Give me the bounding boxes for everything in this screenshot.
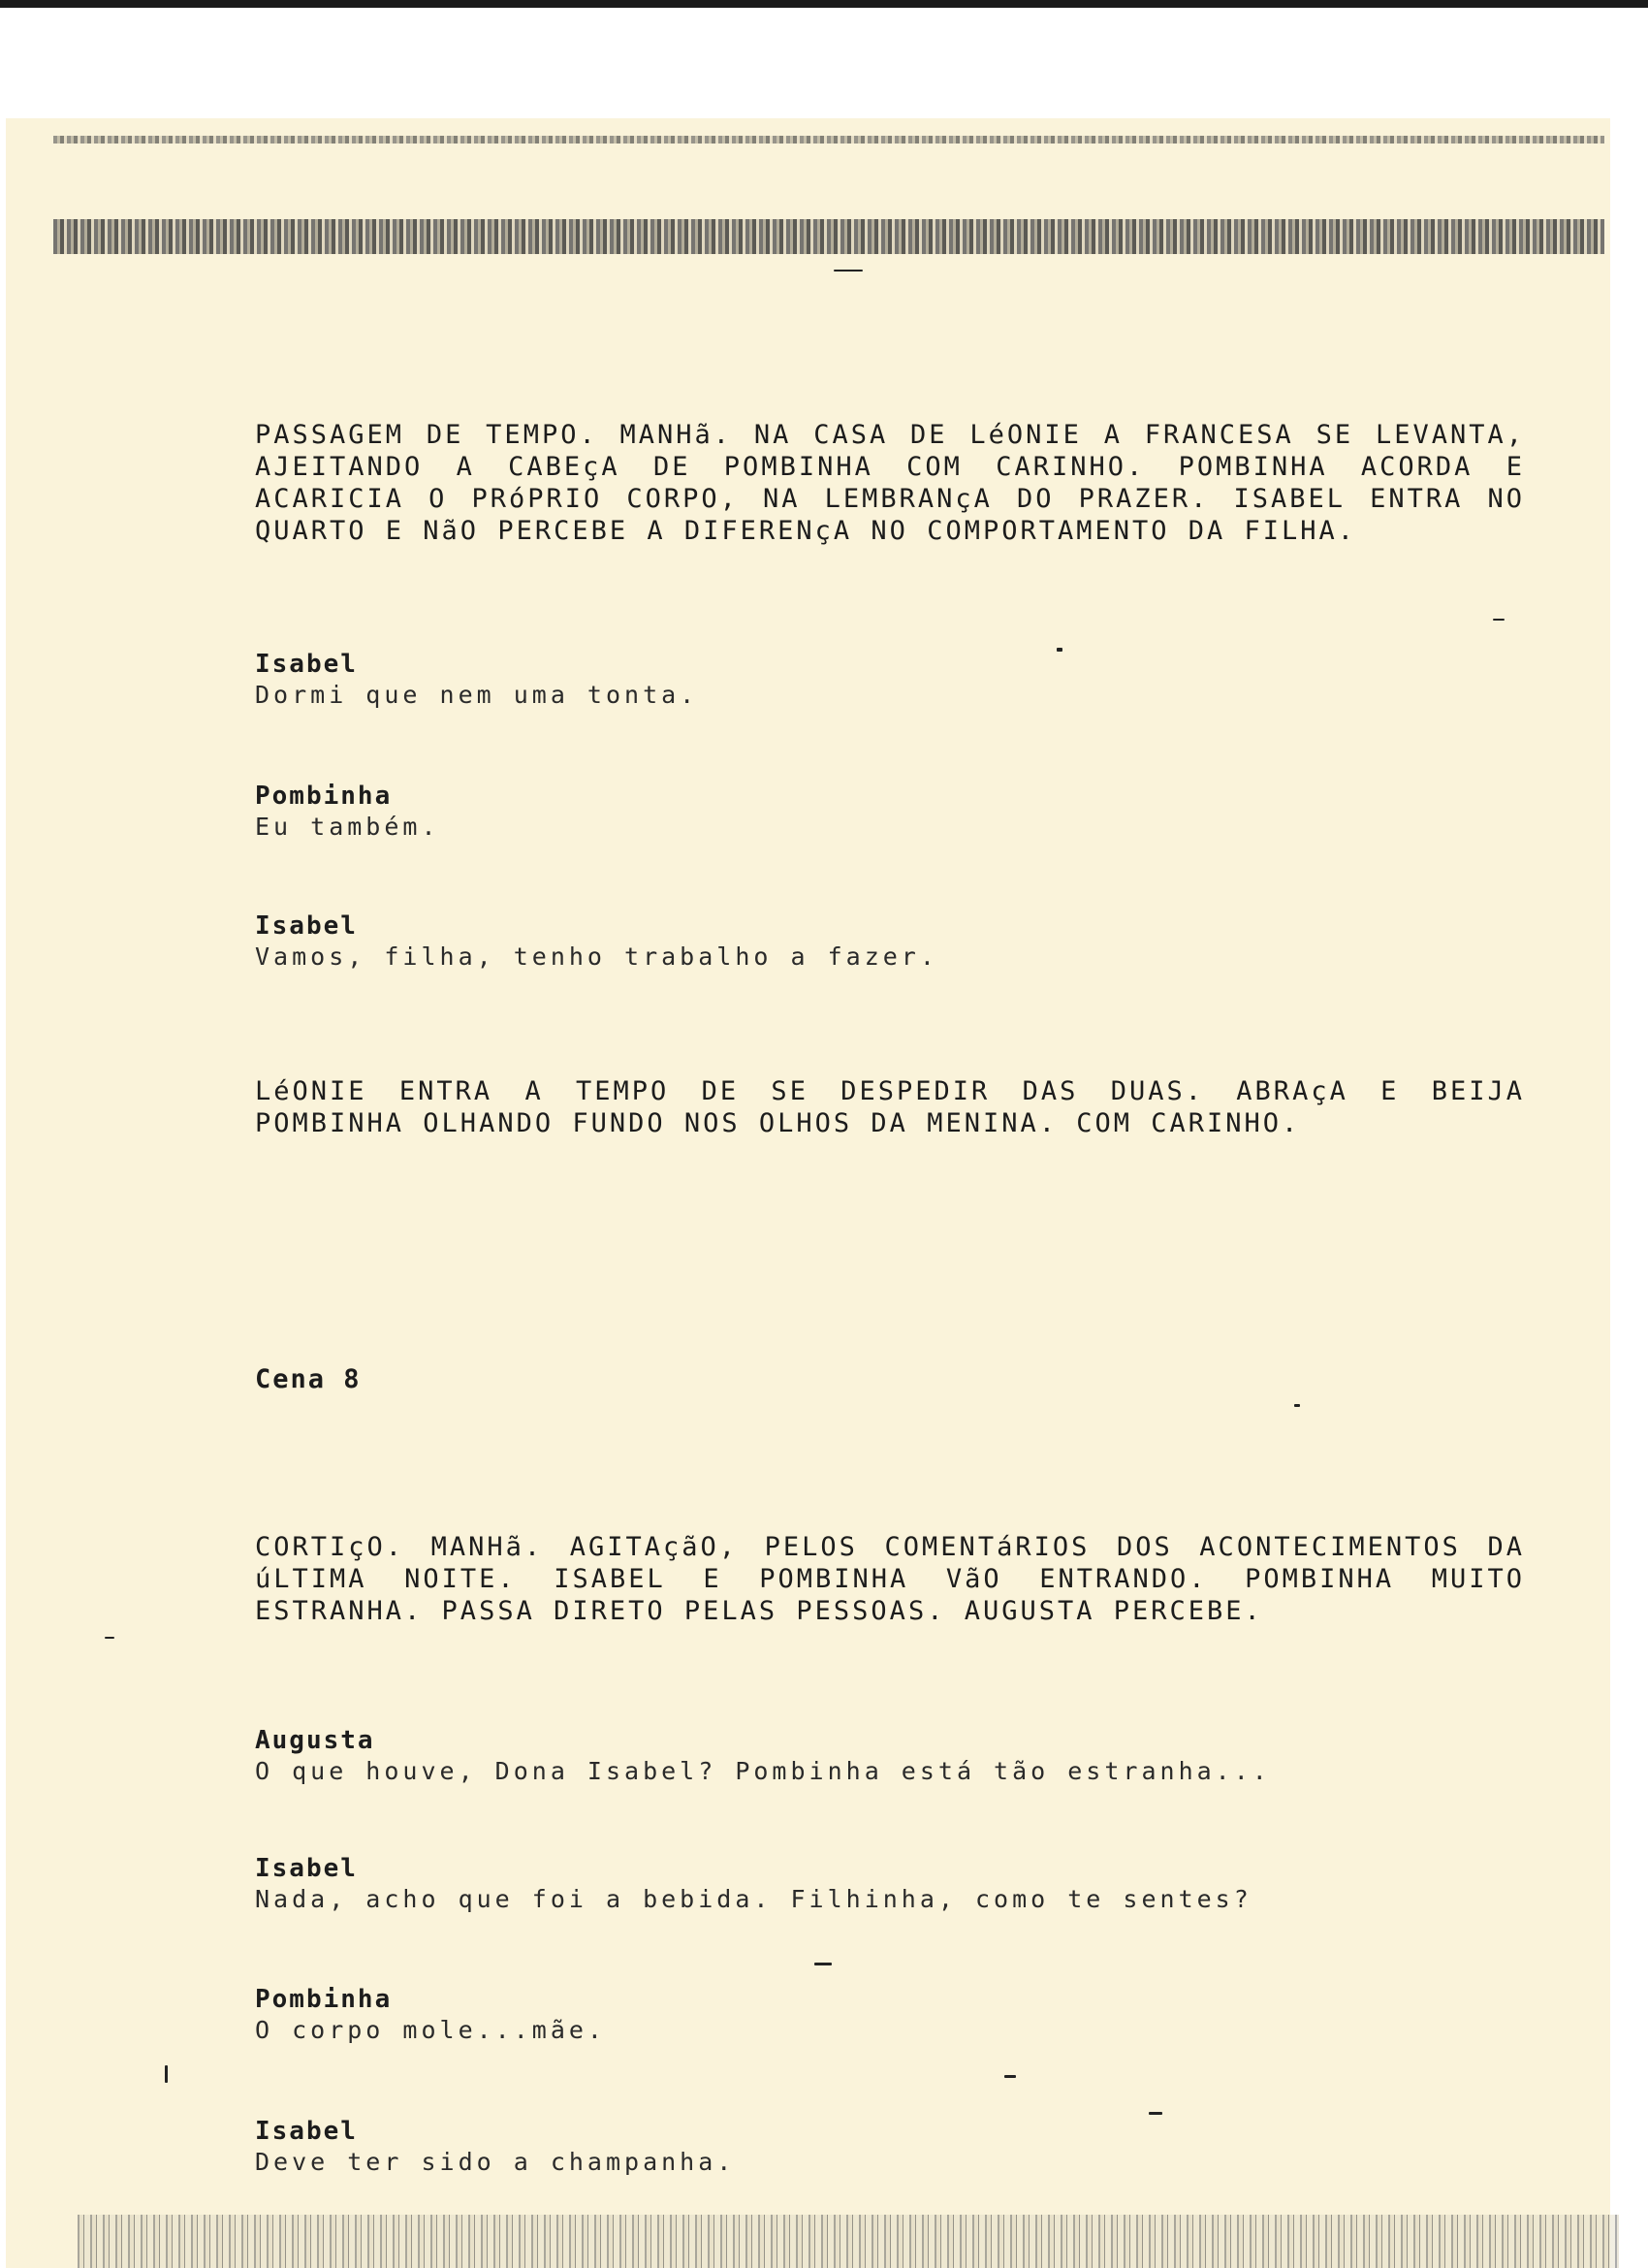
speaker-name: Augusta (255, 1726, 375, 1755)
dialogue-pombinha-2 (255, 1985, 1525, 2047)
dialogue-line: Eu também. (255, 813, 440, 841)
dialogue-line: Vamos, filha, tenho trabalho a fazer. (255, 942, 938, 971)
printer-feed-marks (53, 219, 1604, 254)
printer-feed-marks-top (53, 136, 1604, 144)
dialogue-line: O que houve, Dona Isabel? Pombinha está tão estranha... (255, 1757, 1271, 1785)
dialogue-isabel-4 (255, 2117, 1525, 2179)
dialogue-line: Nada, acho que foi a bebida. Filhinha, como te sentes? (255, 1885, 1252, 1913)
dialogue-pombinha-1 (255, 782, 1525, 844)
leonie-action: LéONIE ENTRA A TEMPO DE SE DESPEDIR DAS DUAS. ABRAçA E BEIJA POMBINHA OLHANDO FUNDO NOS OLHOS DA MENINA. COM CARINHO. (255, 1076, 1525, 1138)
speaker-name: Isabel (255, 2117, 358, 2146)
scene-7-action: PASSAGEM DE TEMPO. MANHã. NA CASA DE LéONIE A FRANCESA SE LEVANTA, AJEITANDO A CABEçA DE POMBINHA COM CARINHO. POMBINHA ACORDA E ACARICIA O PRóPRIO CORPO, NA LEMBRANçA DO PRAZER. ISABEL ENTRA NO QUARTO E NãO PERCEBE A DIFERENçA NO COMPORTAMENTO DA FILHA. (255, 420, 1525, 546)
scan-speck (1149, 2112, 1162, 2115)
printer-feed-marks-bottom (78, 2215, 1619, 2268)
scan-speck (1057, 648, 1062, 652)
scan-speck (814, 1963, 832, 1965)
dialogue-isabel-3 (255, 1854, 1525, 1916)
speaker-name: Isabel (255, 1854, 358, 1883)
speaker-name: Isabel (255, 650, 358, 679)
speaker-name: Isabel (255, 911, 358, 941)
scene-8-title: Cena 8 (255, 1364, 362, 1394)
dialogue-isabel-1 (255, 650, 1525, 712)
scan-speck (834, 270, 863, 272)
scan-speck (1493, 619, 1505, 621)
scan-top-border (0, 0, 1648, 8)
scan-speck (1004, 2075, 1016, 2078)
dialogue-isabel-2 (255, 911, 1525, 974)
speaker-name: Pombinha (255, 782, 393, 811)
dialogue-line: O corpo mole...mãe. (255, 2016, 606, 2044)
dialogue-line: Dormi que nem uma tonta. (255, 681, 699, 709)
scan-speck (1294, 1404, 1300, 1407)
speaker-name: Pombinha (255, 1985, 393, 2014)
scan-speck (165, 2065, 168, 2083)
dialogue-augusta (255, 1726, 1525, 1788)
dialogue-line: Deve ter sido a champanha. (255, 2148, 736, 2176)
scan-speck (105, 1637, 114, 1639)
scene-8-action: CORTIçO. MANHã. AGITAçãO, PELOS COMENTáRIOS DOS ACONTECIMENTOS DA úLTIMA NOITE. ISABEL E POMBINHA VãO ENTRANDO. POMBINHA MUITO ESTRANHA. PASSA DIRETO PELAS PESSOAS. AUGUSTA PERCEBE. (255, 1532, 1525, 1626)
